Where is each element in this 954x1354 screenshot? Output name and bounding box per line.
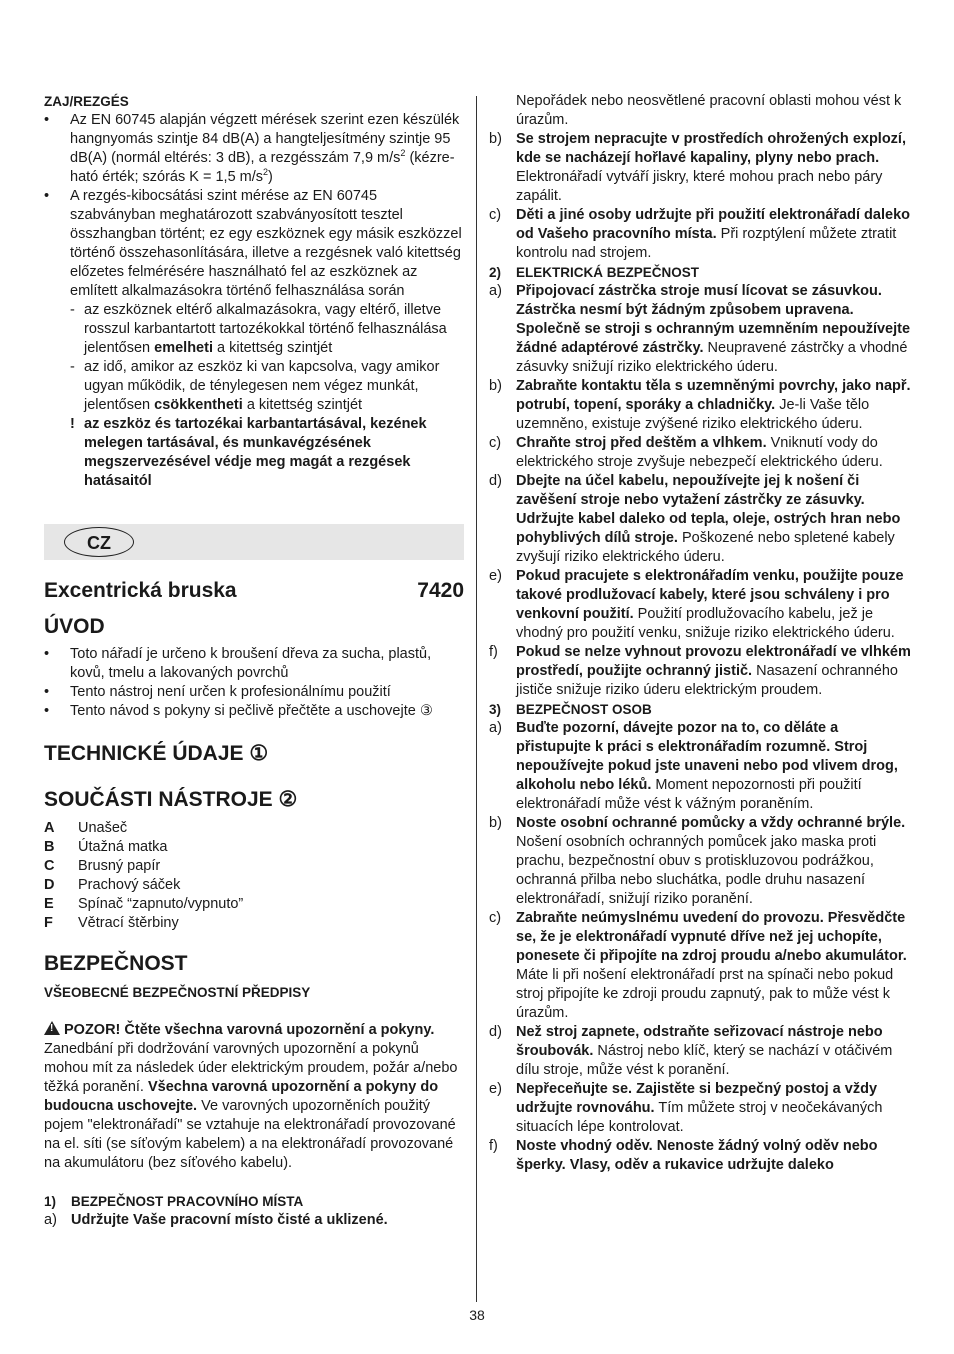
- persons-heading: 3) BEZPEČNOST OSOB: [489, 702, 652, 717]
- list-item: B Útažná matka: [44, 839, 168, 855]
- workplace-item-a-cont: Nepořádek nebo neosvětlené pracovní oblasti mohou vést k úrazům.: [516, 93, 902, 128]
- workplace-item-b: b) Se strojem nepracujte v prostředích ohrožených explozí, kde se nacházejí hořlavé kapaliny, plyny nebo prach. Elektronářadí vytváří jiskry, které mohou prach nebo páry zapálit.: [489, 131, 906, 204]
- list-item: • Toto nářadí je určeno k broušení dřeva za sucha, plastů, kovů, tmelu a lakovaných povrchů: [44, 646, 432, 681]
- product-title-row: [44, 578, 464, 604]
- persons-item-c: c) Zabraňte neúmyslnému uvedení do provozu. Přesvědčte se, že je elektronářadí vypnuté dříve než jej uchopíte, ponesete či připojíte na zdroj proudu a/nebo akumulátor. Máte li při nošení elektronářadí prst na spínači nebo pokud stroj připojíte ke zdroji proudu zapnutý, pak to může vést k úrazům.: [489, 910, 907, 1021]
- electric-heading: 2) ELEKTRICKÁ BEZPEČNOST: [489, 265, 700, 280]
- model-number: 7420: [417, 579, 464, 602]
- electric-item-e: e) Pokud pracujete s elektronářadím venku, použijte pouze takové prodlužovací kabely, které jsou schváleny i pro venkovní použití. Použití prodlužovacího kabelu, jež je vhodný pro použití venku, snižuje riziko elektrického úderu.: [489, 568, 904, 641]
- electric-item-d: d) Dbejte na účel kabelu, nepoužívejte jej k nošení či zavěšení stroje nebo vytažení zástrčky ze zásuvky. Udržujte kabel daleko od tepla, oleje, ostrých hran nebo pohyblivých dílů stroje. Poškozené nebo spletené kabely zvyšují riziko elektrického úderu.: [489, 473, 901, 565]
- vibration-warning: ! az eszköz és tartozékai karbantartásával, kezének melegen tartásával, és munkavégzésének megszervezésével védje meg magát a rezgések hatásaitól: [70, 416, 427, 489]
- bullet-mark: •: [44, 188, 50, 204]
- list-item: E Spínač “zapnuto/vypnuto”: [44, 896, 244, 912]
- workplace-item-a: a) Udržujte Vaše pracovní místo čisté a uklizené.: [44, 1212, 388, 1228]
- intro-list: [44, 645, 464, 721]
- parts-heading: SOUČÁSTI NÁSTROJE ②: [44, 788, 298, 811]
- product-name: Excentrická bruska: [44, 579, 237, 602]
- column-divider: [476, 96, 477, 1302]
- page-number: 38: [469, 1307, 485, 1323]
- left-column: [44, 92, 464, 1230]
- list-item: • Tento návod s pokyny si pečlivě přečtěte a uschovejte ③: [44, 703, 433, 719]
- persons-item-d: d) Než stroj zapnete, odstraňte seřizovací nástroje nebo šroubovák. Nástroj nebo klíč, který se nachází v otáčivém dílu stroje, může vést k poranění.: [489, 1024, 893, 1078]
- persons-item-a: a) Buďte pozorní, dávejte pozor na to, co děláte a přistupujte k práci s elektronářadím rozumně. Stroj nepoužívejte pokud jste unaveni nebo pod vlivem drog, alkoholu nebo léků. Moment nepozornosti při použití elektronářadí může vést k vážným poraněním.: [489, 720, 898, 812]
- persons-item-f: f) Noste vhodný oděv. Nenoste žádný volný oděv nebo šperky. Vlasy, oděv a rukavice udržujte daleko: [489, 1138, 878, 1173]
- general-warning: !POZOR! Čtěte všechna varovná upozornění a pokyny. Zanedbání při dodržování varovných upozornění a pokynů mohou mít za následek úder elektrickým proudem, požár a/nebo těžká poranění. Všechna varovná upozornění a pokyny do budoucna uschovejte. Ve varovných upozorněních použitý pojem "elektronářadí" se vztahuje na elektronářadí provozované na el. síti (se síťovým kabelem) a na elektronářadí provozované na akumulátoru (bez síťového kabelu).: [44, 1021, 464, 1173]
- list-item: F Větrací štěrbiny: [44, 915, 179, 931]
- electric-item-c: c) Chraňte stroj před deštěm a vlhkem. Vniknutí vody do elektrického stroje zvyšuje nebezpečí elektrického úderu.: [489, 435, 883, 470]
- language-badge: CZ: [64, 527, 134, 557]
- safety-heading: BEZPEČNOST: [44, 952, 188, 975]
- tech-data-heading: TECHNICKÉ ÚDAJE ①: [44, 742, 269, 765]
- electric-item-f: f) Pokud se nelze vyhnout provozu elektronářadí ve vlhkém prostředí, použijte ochranný jistič. Nasazení ochranného jističe snižuje riziko úderu elektrickým proudem.: [489, 644, 911, 698]
- intro-heading: ÚVOD: [44, 615, 105, 638]
- general-safety-heading: VŠEOBECNÉ BEZPEČNOSTNÍ PŘEDPISY: [44, 985, 311, 1000]
- noise-bullet-1: • Az EN 60745 alapján végzett mérések szerint ezen készülék hangnyomás szintje 84 dB(A) a hangteljesítmény szintje 95 dB(A) (normál eltérés: 3 dB), a rezgésszám 7,9 $m/s^2$ (kézre-ható érték; szórás K = 1,5 $m/s^2$): [44, 112, 460, 185]
- workplace-heading: 1) BEZPEČNOST PRACOVNÍHO MÍSTA: [44, 1194, 304, 1209]
- list-item: A Unašeč: [44, 820, 128, 836]
- list-item: D Prachový sáček: [44, 877, 181, 893]
- workplace-item-c: c) Děti a jiné osoby udržujte při použití elektronářadí daleko od Vašeho pracovního místa. Při rozptýlení můžete ztratit kontrolu nad strojem.: [489, 207, 910, 261]
- parts-list: [44, 819, 464, 933]
- noise-bullet-2: • A rezgés-kibocsátási szint mérése az EN 60745 szabványban meghatározott szabványosított tesztel összhangban történt; ez egy eszköznek egy másik eszközzel történő összehasonlítására, illetve a rezgésnek való kitettség előzetes felmérésére használható fel az eszköznek az említett alkalmazásokra történő felhasználása során: [44, 188, 462, 299]
- bullet-mark: •: [44, 112, 50, 128]
- language-bar: [44, 524, 464, 560]
- dash-item-2: - az idő, amikor az eszköz ki van kapcsolva, vagy amikor ugyan működik, de ténylegesen nem végez munkát, jelentősen csökkentheti a kitettség szintjét: [70, 359, 440, 413]
- noise-heading: ZAJ/REZGÉS: [44, 94, 129, 109]
- dash-item-1: - az eszköznek eltérő alkalmazásokra, vagy eltérő, illetve rosszul karbantartott tartozékokkal történő felhasználása jelentősen emelheti a kitettség szintjét: [70, 302, 447, 356]
- persons-item-e: e) Nepřeceňujte se. Zajistěte si bezpečný postoj a vždy udržujte rovnováhu. Tím můžete stroj v neočekávaných situacích lépe kontrolovat.: [489, 1081, 883, 1135]
- list-item: • Tento nástroj není určen k profesionálnímu použití: [44, 684, 391, 700]
- electric-item-b: b) Zabraňte kontaktu těla s uzemněnými povrchy, jako např. potrubí, topení, sporáky a chladničky. Je-li Vaše tělo uzemněno, existuje zvýšené riziko elektrického úderu.: [489, 378, 911, 432]
- persons-item-b: b) Noste osobní ochranné pomůcky a vždy ochranné brýle. Nošení osobních ochranných pomůcek jako maska proti prachu, bezpečnostní obuv s protiskluzovou podrážkou, ochranná přilba nebo sluchátka, podle druhu nasazení elektronářadí, snižují riziko poranění.: [489, 815, 906, 907]
- right-column: [489, 92, 911, 1175]
- warning-triangle-icon: [44, 1021, 60, 1035]
- electric-item-a: a) Připojovací zástrčka stroje musí lícovat se zásuvkou. Zástrčka nesmí být žádným způsobem upravena. Společně se stroji s ochranným uzemněním nepoužívejte žádné adaptérové zástrčky. Neupravené zástrčky a vhodné zásuvky snižují riziko elektrického úderu.: [489, 283, 911, 375]
- list-item: C Brusný papír: [44, 858, 161, 874]
